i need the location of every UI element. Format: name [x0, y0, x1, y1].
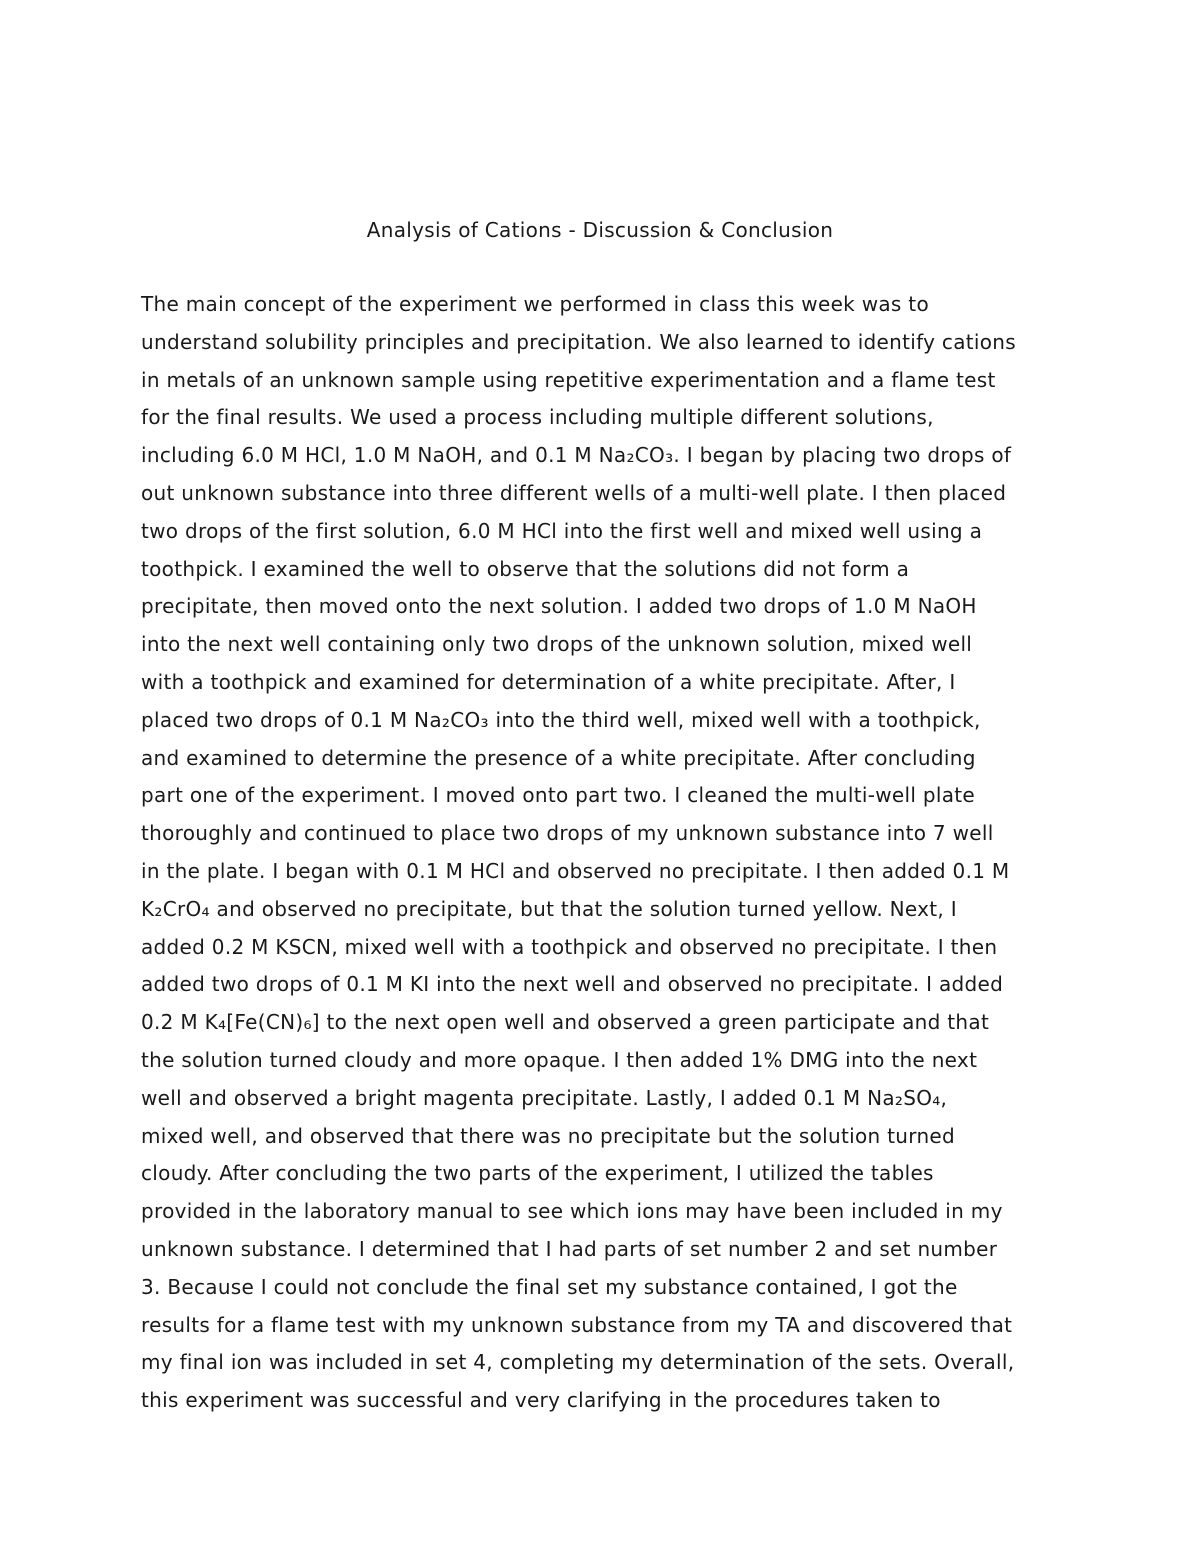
paragraph-line: provided in the laboratory manual to see which ions may have been included in my	[141, 1199, 1003, 1224]
paragraph-line: thoroughly and continued to place two drops of my unknown substance into 7 well	[141, 821, 994, 846]
document-title: Analysis of Cations - Discussion & Conclusion	[366, 218, 834, 242]
paragraph-line: in the plate. I began with 0.1 M HCl and observed no precipitate. I then added 0.1 M	[141, 858, 1010, 883]
paragraph-line: cloudy. After concluding the two parts of the experiment, I utilized the tables	[141, 1161, 934, 1186]
paragraph-line: placed two drops of 0.1 M Na₂CO₃ into the third well, mixed well with a toothpick,	[141, 707, 981, 732]
paragraph-line: two drops of the first solution, 6.0 M HCl into the first well and mixed well using a	[141, 518, 983, 543]
paragraph-line: The main concept of the experiment we performed in class this week was to	[141, 292, 929, 316]
paragraph-line: results for a flame test with my unknown substance from my TA and discovered that	[141, 1312, 1013, 1337]
paragraph-line: precipitate, then moved onto the next solution. I added two drops of 1.0 M NaOH	[141, 594, 977, 619]
paragraph-line: added 0.2 M KSCN, mixed well with a toothpick and observed no precipitate. I then	[141, 934, 998, 959]
paragraph-line: in metals of an unknown sample using repetitive experimentation and a flame test	[141, 367, 996, 392]
paragraph-line: with a toothpick and examined for determination of a white precipitate. After, I	[141, 669, 956, 694]
paragraph-line: 0.2 M K₄[Fe(CN)₆] to the next open well and observed a green participate and that	[141, 1010, 990, 1035]
document-body	[141, 286, 1101, 1420]
paragraph-line: well and observed a bright magenta precipitate. Lastly, I added 0.1 M Na₂SO₄,	[141, 1085, 948, 1110]
paragraph-line: added two drops of 0.1 M KI into the next well and observed no precipitate. I added	[141, 972, 1004, 997]
paragraph-line: K₂CrO₄ and observed no precipitate, but that the solution turned yellow. Next, I	[141, 896, 957, 921]
paragraph-line: mixed well, and observed that there was no precipitate but the solution turned	[141, 1123, 956, 1148]
paragraph-line: into the next well containing only two drops of the unknown solution, mixed well	[141, 632, 973, 657]
paragraph-line: understand solubility principles and precipitation. We also learned to identify cations	[141, 329, 1016, 354]
paragraph-line: and examined to determine the presence of a white precipitate. After concluding	[141, 745, 976, 770]
paragraph-line: the solution turned cloudy and more opaque. I then added 1% DMG into the next	[141, 1047, 978, 1072]
paragraph-line: part one of the experiment. I moved onto part two. I cleaned the multi-well plate	[141, 783, 976, 808]
paragraph-line: my final ion was included in set 4, completing my determination of the sets. Overall,	[141, 1350, 1015, 1375]
paragraph-line: including 6.0 M HCl, 1.0 M NaOH, and 0.1 M Na₂CO₃. I began by placing two drops of	[141, 443, 1012, 468]
paragraph-line: 3. Because I could not conclude the final set my substance contained, I got the	[141, 1274, 958, 1299]
paragraph-line: toothpick. I examined the well to observe that the solutions did not form a	[141, 556, 910, 581]
paragraph-line: this experiment was successful and very clarifying in the procedures taken to	[141, 1388, 941, 1413]
paragraph-line: out unknown substance into three different wells of a multi-well plate. I then placed	[141, 480, 1007, 505]
paragraph-line: unknown substance. I determined that I had parts of set number 2 and set number	[141, 1236, 998, 1261]
paragraph-line: for the final results. We used a process including multiple different solutions,	[141, 405, 934, 430]
